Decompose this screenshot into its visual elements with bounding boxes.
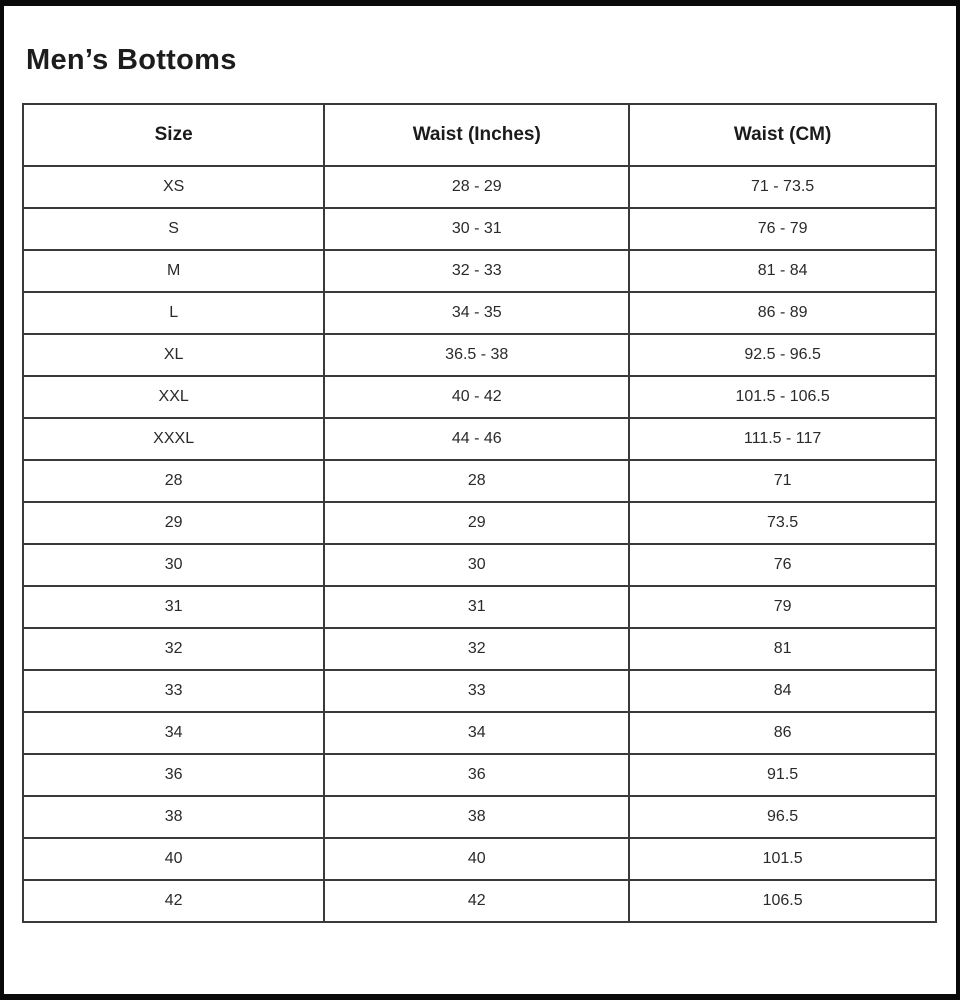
table-cell: 34 <box>23 712 324 754</box>
table-cell: 40 - 42 <box>324 376 629 418</box>
table-cell: 30 - 31 <box>324 208 629 250</box>
table-row <box>23 376 936 418</box>
table-row <box>23 250 936 292</box>
table-cell: 76 <box>629 544 936 586</box>
table-cell: 81 <box>629 628 936 670</box>
table-cell: 32 - 33 <box>324 250 629 292</box>
table-cell: 91.5 <box>629 754 936 796</box>
table-cell: 28 - 29 <box>324 166 629 208</box>
table-row <box>23 712 936 754</box>
table-cell: 31 <box>324 586 629 628</box>
size-chart-table <box>22 103 937 923</box>
table-cell: 40 <box>324 838 629 880</box>
page-title: Men’s Bottoms <box>26 44 237 76</box>
table-cell: 40 <box>23 838 324 880</box>
table-row <box>23 628 936 670</box>
table-row <box>23 334 936 376</box>
table-cell: 84 <box>629 670 936 712</box>
table-cell: 30 <box>324 544 629 586</box>
table-row <box>23 418 936 460</box>
table-cell: XL <box>23 334 324 376</box>
table-row <box>23 460 936 502</box>
table-cell: 81 - 84 <box>629 250 936 292</box>
table-cell: 38 <box>324 796 629 838</box>
table-row <box>23 754 936 796</box>
table-cell: XXL <box>23 376 324 418</box>
table-cell: 101.5 - 106.5 <box>629 376 936 418</box>
header-row <box>23 104 936 166</box>
table-cell: 32 <box>324 628 629 670</box>
table-cell: XXXL <box>23 418 324 460</box>
table-body <box>23 166 936 922</box>
table-row <box>23 166 936 208</box>
table-cell: 36 <box>23 754 324 796</box>
table-cell: 44 - 46 <box>324 418 629 460</box>
table-cell: M <box>23 250 324 292</box>
table-row <box>23 838 936 880</box>
table-cell: 36.5 - 38 <box>324 334 629 376</box>
column-header-waist-inches: Waist (Inches) <box>324 104 629 166</box>
table-header <box>23 104 936 166</box>
table-cell: 96.5 <box>629 796 936 838</box>
table-cell: 106.5 <box>629 880 936 922</box>
table-row <box>23 586 936 628</box>
table-row <box>23 796 936 838</box>
table-cell: 29 <box>23 502 324 544</box>
table-cell: 73.5 <box>629 502 936 544</box>
table-cell: 33 <box>324 670 629 712</box>
table-cell: 34 - 35 <box>324 292 629 334</box>
table-cell: 71 - 73.5 <box>629 166 936 208</box>
table-cell: XS <box>23 166 324 208</box>
table-cell: 36 <box>324 754 629 796</box>
table-cell: S <box>23 208 324 250</box>
table-cell: 28 <box>23 460 324 502</box>
table-cell: 71 <box>629 460 936 502</box>
table-cell: 42 <box>23 880 324 922</box>
table-cell: 31 <box>23 586 324 628</box>
table-cell: 79 <box>629 586 936 628</box>
table-cell: 30 <box>23 544 324 586</box>
table-cell: 34 <box>324 712 629 754</box>
table-cell: 86 - 89 <box>629 292 936 334</box>
table-cell: 29 <box>324 502 629 544</box>
table-cell: L <box>23 292 324 334</box>
table-row <box>23 670 936 712</box>
table-cell: 86 <box>629 712 936 754</box>
table-cell: 111.5 - 117 <box>629 418 936 460</box>
table-row <box>23 544 936 586</box>
table-row <box>23 502 936 544</box>
table-row <box>23 880 936 922</box>
column-header-waist-cm: Waist (CM) <box>629 104 936 166</box>
table-cell: 32 <box>23 628 324 670</box>
table-cell: 101.5 <box>629 838 936 880</box>
table-cell: 33 <box>23 670 324 712</box>
table-cell: 92.5 - 96.5 <box>629 334 936 376</box>
table-row <box>23 292 936 334</box>
table-cell: 38 <box>23 796 324 838</box>
table-cell: 42 <box>324 880 629 922</box>
column-header-size: Size <box>23 104 324 166</box>
table-cell: 28 <box>324 460 629 502</box>
table-row <box>23 208 936 250</box>
table-cell: 76 - 79 <box>629 208 936 250</box>
